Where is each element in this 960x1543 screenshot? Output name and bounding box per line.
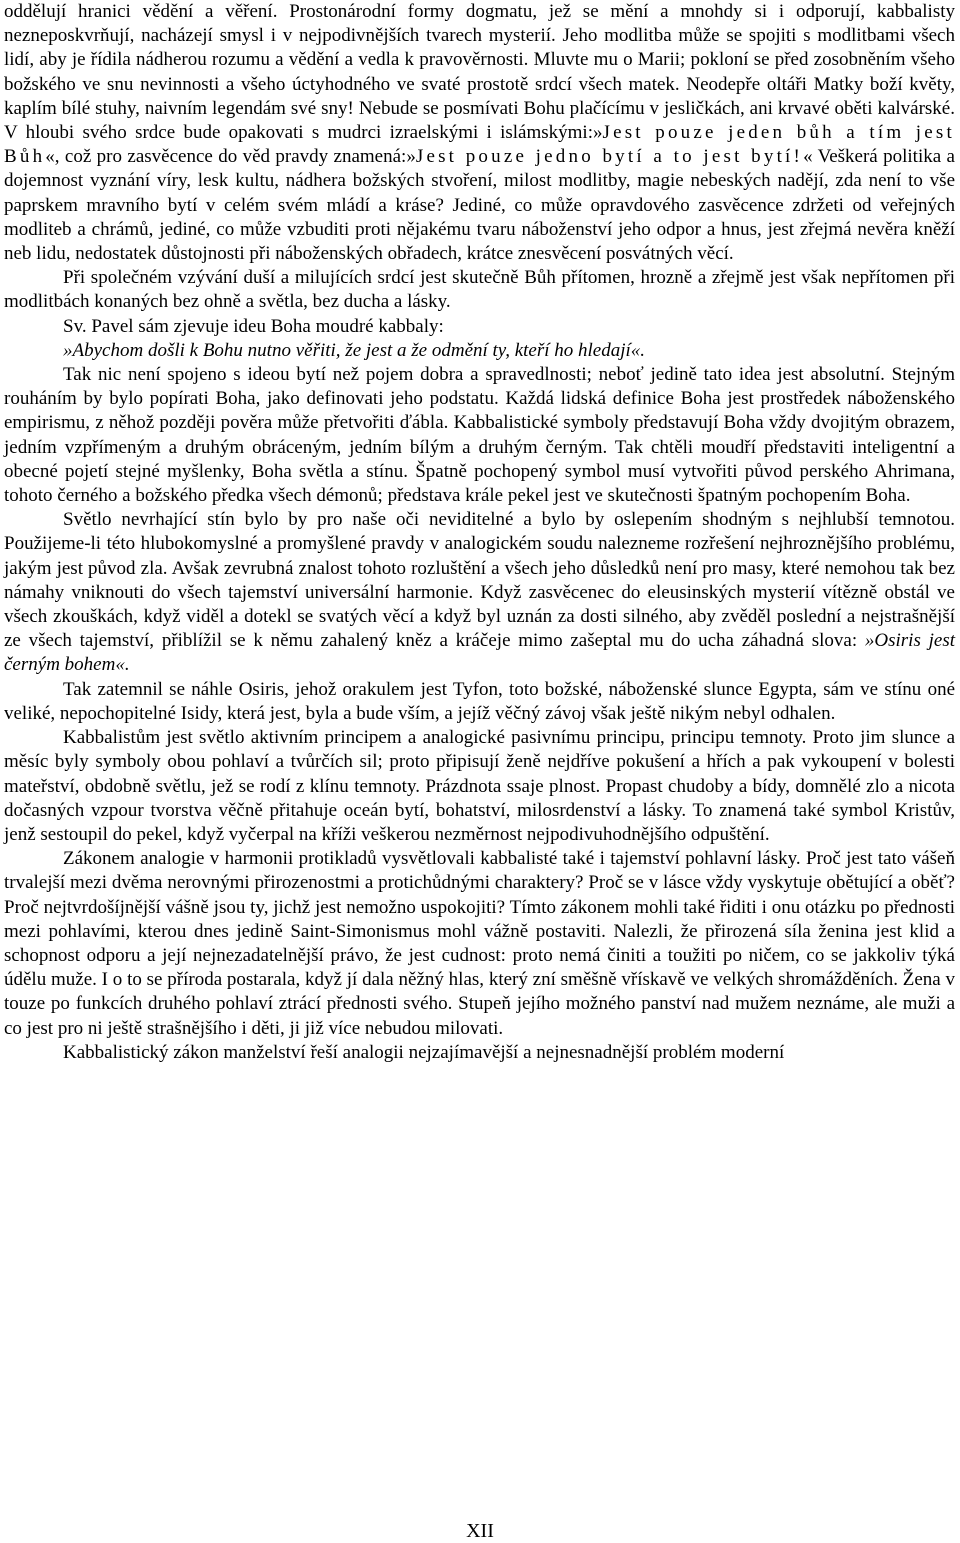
italic-quote: »Abychom došli k Bohu nutno věřiti, že jest a že odmění ty, kteří ho hledají«. xyxy=(63,339,646,361)
text-run: Tak zatemnil se náhle Osiris, jehož orakulem jest Tyfon, toto božské, náboženské slunce Egypta, sám ve stínu oné veliké, nepochopitelné Isidy, která jest, byla a bude vším, a jejíž věčný závoj však ještě nikým nebyl odhalen. xyxy=(4,678,955,724)
main-text xyxy=(4,0,955,1065)
text-run: «, což pro zasvěcence do věd pravdy znamená:» xyxy=(45,146,416,168)
text-run: Při společném vzývání duší a milujících srdcí jest skutečně Bůh přítomen, hrozně a zřejmě jest však nepřítomen při modlitbách konaných bez ohně a světla, bez ducha a lásky. xyxy=(4,267,955,313)
text-run: « Veškerá politika a dojemnost vyznání víry, lesk kultu, nádhera božských stvoření, milost modlitby, magie nebeských nadějí, zda není to vše paprskem mravního bytí v celém svém mládí a kráse? Jediné, co může opravdového zasvěcence zdržeti od veřejných modliteb a chrámů, jediné, co může vzbuditi proti nějakému tvaru náboženství jeho odpor a hnus, jest zřejmá nevěra kněží neb lidu, nedostatek důstojnosti při náboženských obřadech, krátce znesvěcení posvátných věcí. xyxy=(4,146,955,265)
paragraph xyxy=(4,0,955,266)
paragraph xyxy=(4,315,955,339)
paragraph xyxy=(4,339,955,363)
text-run: Tak nic není spojeno s ideou bytí než pojem dobra a spravedlnosti; neboť jedině tato idea jest absolutní. Stejným rouháním by bylo popírati Boha, jako definovati jeho podstatu. Každá lidská definice Boha jest prostředek náboženského empirismu, z něhož později pověra může přetvořiti ďábla. Kabbalistické symboly představují Boha vždy dvojitým obrazem, jedním vzpřímeným a druhým obráceným, jedním bílým a druhým černým. Tak chtěli moudří představiti inteligentní a obecné pojetí stejné myšlenky, Boha světla a stínu. Špatně pochopený symbol musí vytvořiti původ perského Ahrimana, tohoto černého a božského předka všech démonů; představa krále pekel jest ve skutečnosti špatným pochopením Boha. xyxy=(4,364,955,507)
text-run: Zákonem analogie v harmonii protikladů vysvětlovali kabbalisté také i tajemství pohlavní lásky. Proč jest tato vášeň trvalejší mezi dvěma nerovnými přirozenostmi a protichůdnými charaktery? Proč se v lásce vždy vyskytuje obětující a oběť? Proč nejtvrdošíjnější vášně jsou ty, jichž jest nemožno uspokojiti? Tímto zákonem mohli také řiditi i onu otázku po přednosti mezi pohlavími, kterou dnes jedině Saint-Simonismus mohl vážně postaviti. Nalezli, že přirozená síla ženina jest klid a schopnost odporu a její nejnezadatelnější právo, že jest cudnost: proto nemá činiti a toužiti po ničem, co se jakkoliv týká údělu muže. I o to se příroda postarala, když jí dala něžný hlas, který zní směšně vřískavě ve velkých shromážděních. Žena v touze po funkcích druhého pohlaví ztrácí přednosti svého. Stupeň jejího možného panství nad mužem neznáme, ale muži a co jest pro ni ještě strašnějšího i děti, ji již více nebudou milovati. xyxy=(4,848,955,1039)
paragraph xyxy=(4,726,955,847)
text-run: Sv. Pavel sám zjevuje ideu Boha moudré kabbaly: xyxy=(63,315,444,337)
paragraph xyxy=(4,508,955,677)
text-run: Kabbalistům jest světlo aktivním principem a analogické pasivnímu principu, principu temnoty. Proto jim slunce a měsíc byly symboly obou pohlaví a tvůrčích sil; proto připisují ženě nejdříve pokušení a hřích a pak vykoupení v bolesti mateřství, obdobně světlu, jež se rodí z klínu temnoty. Prázdnota ssaje plnost. Propast chudoby a bídy, domnělé zlo a nicota dočasných vzpour tvorstva věčně přitahuje oceán bytí, bohatství, milosrdenství a lásky. To znamená také symbol Kristův, jenž sestoupil do pekel, když vyčerpal na kříži veškerou nezměrnost nejpodivuhodnějšího odpuštění. xyxy=(4,727,955,845)
paragraph xyxy=(4,1041,955,1065)
text-run: oddělují hranici vědění a věření. Prostonárodní formy dogmatu, jež se mění a mnohdy si i odporují, kabbalisty nezneposkvrňují, nacházejí smysl i v nejpodivnějších tvarech mysterií. Jeho modlitba může se spojiti s modlitbami všech lidí, aby je řídila nádherou rozumu a vědění a vedla k pravověrnosti. Mluvte mu o Marii; pokloní se před zosobněním všeho božského ve snu nevinnosti a všeho úctyhodného ve svaté prostotě srdcí všech matek. Neodepře oltáři Matky boží květy, kaplím bílé stuhy, naivním legendám své sny! Nebude se posmívati Bohu plačícímu v jesličkách, ani krvavé oběti kalvárské. V hloubi svého srdce bude opakovati s mudrci izraelskými i islámskými:» xyxy=(4,1,955,144)
emphasized-text: Jest pouze jeden bůh a tím jest Bůh xyxy=(4,122,955,168)
text-run: Světlo nevrhající stín bylo by pro naše oči neviditelné a bylo by oslepením shodným s nejhlubší temnotou. Použijeme-li této hlubokomyslné a promyšlené pravdy v analogickém soudu nalezneme rozřešení nejhroznějšího problému, jakým jest původ zla. Avšak zevrubná znalost tohoto rozluštění a všech jeho důsledků není pro masy, které nemohou tak bez námahy vniknouti do všech tajemství universální harmonie. Když zasvěcenec do eleusinských mysterií vítězně obstál ve všech zkouškách, když viděl a dotekl se svatých věcí a když byl uznán za dosti silného, aby zvěděl poslední a nejstrašnější ze všech tajemství, přiblížil se k němu zahalený kněz a kráčeje mimo zašeptal mu do ucha záhadná slova: xyxy=(4,509,955,652)
paragraph xyxy=(4,678,955,726)
text-run: Kabbalistický zákon manželství řeší analogii nejzajímavější a nejnesnadnější problém moderní xyxy=(63,1041,785,1063)
paragraph xyxy=(4,266,955,314)
page-body xyxy=(4,0,955,1065)
paragraph xyxy=(4,363,955,508)
page-number: XII xyxy=(466,1520,494,1542)
emphasized-text: Jest pouze jedno bytí a to jest bytí! xyxy=(415,146,804,168)
italic-quote: »Osiris jest černým bohem«. xyxy=(4,630,955,676)
paragraph xyxy=(4,847,955,1041)
